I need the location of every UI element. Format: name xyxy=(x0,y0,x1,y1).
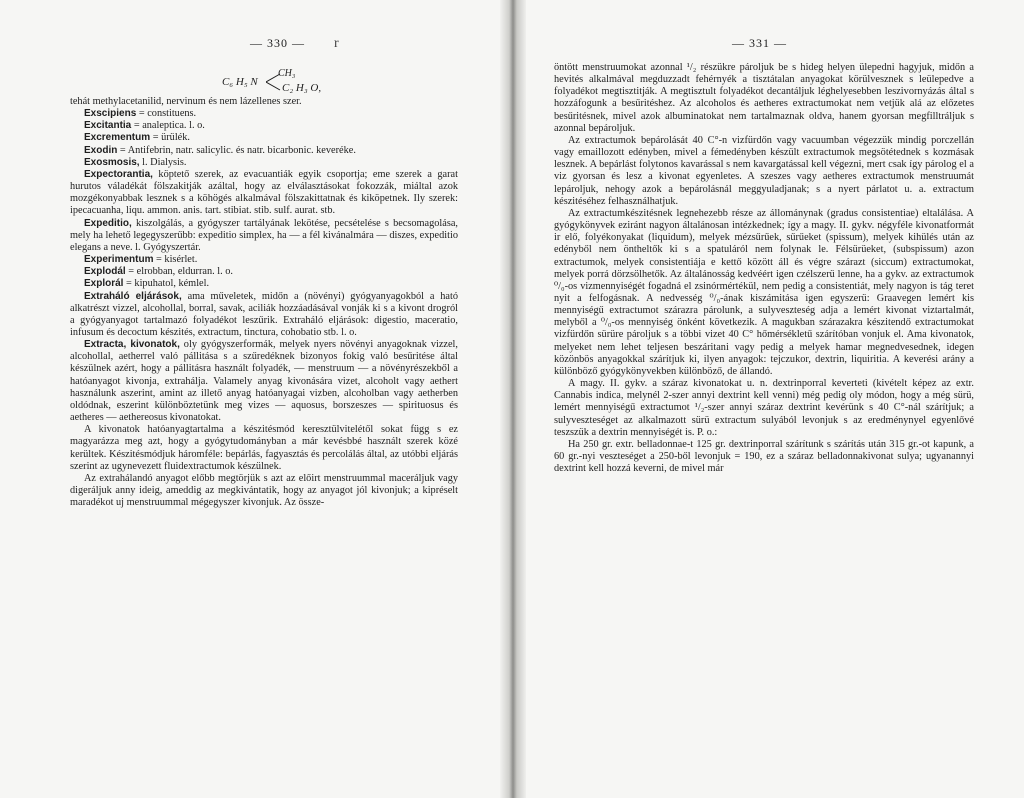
book-gutter xyxy=(500,0,526,798)
dictionary-entry: Extraháló eljárások, ama műveletek, midőn a (növényi) gyógyanyagokból a ható alkatrészt vizzel, alcohollal, borral, savak, aciliák hozzáadásával vonják ki s a kivont drogról a gyógyanyagot tartalmazó folyadékot leszűrik. Extraháló eljárások: digestio, maceratio, infusum és decoctum készités, extractum, tinctura, cohobatio stb. l. o. xyxy=(70,290,458,338)
dictionary-entry: Experimentum = kisérlet. xyxy=(84,254,198,266)
paragraph: tehát methylacetanilid, nervinum és nem lázellenes szer. xyxy=(70,96,302,107)
entry-term: Exodin xyxy=(84,144,118,156)
paragraph: A kivonatok hatóanyagtartalma a készitésmód keresztülvitelétől sokat függ s ez magyarázza meg azt, hogy a gyógytudományban a már kevésbbé használt szerek közé kerültek. Készitésmódjuk háromféle: bepárlás, fagyasztás és percolálás által, az utóbbi eljárás szerint az ugynevezett fluidextractumok készülnek. xyxy=(70,424,458,472)
paragraph: öntött menstruumokat azonnal ¹/₂ részükre pároljuk be s hideg helyen ülepedni hagyjuk, midőn a hevités alkalmával megduzzadt fehérnyék a tisztátalan anyagokat körülvesznek s leülepedve a folyadékot megtisztitják. A megtisztult folyadékot decantáljuk léghelyesebben leszivornyázás által s hozzáfogunk a besűritéshez. Az alcoholos és aetheres extractumokat nem vetjük alá az előzetes besűritésnek, mivel azok albuminatokat nem tartalmaznak oldva, hanem gyorsan megfilltráljuk s azonnal bepároljuk. xyxy=(554,62,974,134)
paragraph: A magy. II. gykv. a száraz kivonatokat u. n. dextrinporral keverteti (kivételt képez az extr. Cannabis indica, melynél 2-szer annyi dextrint kell venni) még pedig oly módon, hogy a még sürü, lemért mennyiségű extractumot ¹/₂-szer annyi száraz dextrint kevérünk s 40 C°-nál szárítjuk; a sulyveszteséget az alkalmazott sürü extractum sulyából levonjuk s az eredménynyel egyenlővé teszszük a dextrin mennyiségét is. P. o.: xyxy=(554,378,974,438)
dictionary-entry: Expectorantia, köptető szerek, az evacuantiák egyik csoportja; eme szerek a garat hurutos váladékát fölszakitják azáltal, hogy az elválasztásokat fokozzák, miáltal azok mozgékonyabbak lesznek s a köhögés alkalmával fölszakittatnak és kiköpetnek. Ily szerek: ipecacuanha, liqu. ammon. anis. tart. stibiat. stib. sulf. aurat. stb. xyxy=(70,168,458,217)
dictionary-entry: Explorál = kipuhatol, kémlel. xyxy=(84,278,210,290)
entry-term: Exosmosis, xyxy=(84,156,140,168)
dictionary-entry: Explodál = elrobban, eldurran. l. o. xyxy=(84,266,234,278)
formula-base: C₆ H₅ N xyxy=(222,76,258,88)
entry-term: Extraháló eljárások, xyxy=(84,290,182,302)
paragraph: Az extractumkészitésnek legnehezebb része az állománynak (gradus consistentiae) eltalálása. A gyógykönyvek eziránt nagyon általánosan intézkednek; így a magy. II. gykv. négyféle kivonatformát ir elő, folyékonyakat (liquidum), melyek mézsűrűek, sűrűeket (spissum), melyek kihülés után az edényből nem öntheltők ki s a spatuláról nem folynak le. Félsürüeket, (subspissum) azon extractumok, melyek consistentiája e kettő között áll és végre szárazt (siccum) extractumokat, melyek porrá dörzsölhetők. Az általánosság kedvéért igen czélszerü lenne, ha a gykv. az extractumok ⁰/₀-os vizmennyiségét fogadná el zsinórmértékül, nem pedig a consistentiát, mely nagyon is tág teret nyit a felfogásnak. A nedvesség ⁰/₀-ának kiszámitása igen egyszerü: Graavegen lemért kis mennyiségű extractumot szárazra párolunk, a sulyveszteség adja a lemért kivonat viztartalmát, melyből a ⁰/₀-os mennyiség önként következik. A magukban szárazakra készitendő extractumokat vizfürdőn sürüre pároljuk s a többi vizet 40 C° hőmérsékletű szárítóban vonjuk el. Ama kivonatok, melyeket nem lehet teljesen beszáritani vagy pedig a melyek hamar megnedvesednek, idegen közönbös anyagokkal szárítjuk ki, ilyen anyagok: tejczukor, dextrin, liquiritia. A keverési arány a különböző gyógykönyvekben különböző, de állandó. xyxy=(554,207,974,377)
dictionary-entry: Excrementum = ürülék. xyxy=(84,132,190,144)
dictionary-entry: Exodin = Antifebrin, natr. salicylic. és natr. bicarbonic. keveréke. xyxy=(84,144,356,156)
paragraph: Az extractumok bepárolását 40 C°-n vizfürdőn vagy vacuumban végezzük mindig porczellán vagy emaillozott edényben, mivel a fémedényben készült extractumok megsötétednek s kozmásak lesznek. A bepárlást folytonos kavarással s nem kavargatással kell végezni, mert csak így párolog el a viz gyorsan és lesz a kivonat egyenletes. A szeszes vagy aetheres extractumok menstruumát lepároljuk, nehogy azok a bepárolásnál meggyuladjanak; s a nyert párlatot u. a. extractum készitéséhez felhasználhatjuk. xyxy=(554,134,974,207)
entry-term: Expeditio, xyxy=(84,217,132,229)
formula-bottom-group: C₂ H₃ O, xyxy=(282,82,322,94)
dictionary-entry: Expeditio, kiszolgálás, a gyógyszer tartályának lekötése, pecsételése s becsomagolása, mely ha lehető legegyszerűbb: expeditio simplex, ha — a fél kivánalmára — diszes, expeditio elegans a neve. l. Gyógyszertár. xyxy=(70,217,458,253)
entry-term: Explorál xyxy=(84,278,124,290)
dictionary-entry: Excitantia = analeptica. l. o. xyxy=(84,120,205,132)
chemical-formula xyxy=(222,70,352,96)
left-page xyxy=(0,0,508,798)
right-page xyxy=(512,0,1024,798)
stray-mark: r xyxy=(334,36,339,51)
entry-term: Explodál xyxy=(84,266,126,278)
paragraph: Az extrahálandó anyagot előbb megtörjük s azt az előirt menstruummal maceráljuk vagy digeráljuk anny ideig, ameddig az megkivántatik, hogy az anyagot jól kivonjuk; a kipréselt maradékot uj menstruummal mégegyszer kivonjuk. Az össze- xyxy=(70,472,458,509)
dictionary-entry: Exscipiens = constituens. xyxy=(84,108,197,120)
page-number-right: — 331 — xyxy=(732,36,787,50)
paragraph: Ha 250 gr. extr. belladonnae-t 125 gr. dextrinporral szárítunk s szárítás után 315 gr.-ot kapunk, a 60 gr.-nyi veszteséget a 250-ből levonjuk = 190, ez a száraz belladonnakivonat sulya; ugyanannyi dextrint kell hozzá keverni, de mivel már xyxy=(554,438,974,475)
entry-term: Excrementum xyxy=(84,132,151,144)
dictionary-entry: Exosmosis, l. Dialysis. xyxy=(84,156,187,168)
right-text-column xyxy=(554,62,974,475)
formula-top-group: CH₃ xyxy=(278,68,296,79)
entry-term: Exscipiens xyxy=(84,108,137,120)
page-number-left: — 330 — xyxy=(250,36,305,50)
entry-term: Experimentum xyxy=(84,254,154,266)
entry-term: Expectorantia, xyxy=(84,168,153,180)
entry-term: Excitantia xyxy=(84,120,132,132)
dictionary-entry: Extracta, kivonatok, oly gyógyszerformák, melyek nyers növényi anyagoknak vizzel, alcohollal, aetherrel való pállitása s a szűredéknek bizonyos fokig való besűritése által készülnek azért, hogy a pállitásra használt folyadék, — menstruum — a növényrészekből a hatóanyagot kivonja, extrahálja. Valamely anyag kivonására vizet, alcoholt vagy aethert használunk aszerint, amint az illető anyag hatóanyagai vizben, alcoholban vagy aetherben oldódnak, eszerint különböztetünk meg vizes — aquosus, borszeszes — spirituosus és aetheres — aethereosus kivonatokat. xyxy=(70,339,458,424)
left-text-column xyxy=(70,96,458,509)
entry-term: Extracta, kivonatok, xyxy=(84,339,180,351)
